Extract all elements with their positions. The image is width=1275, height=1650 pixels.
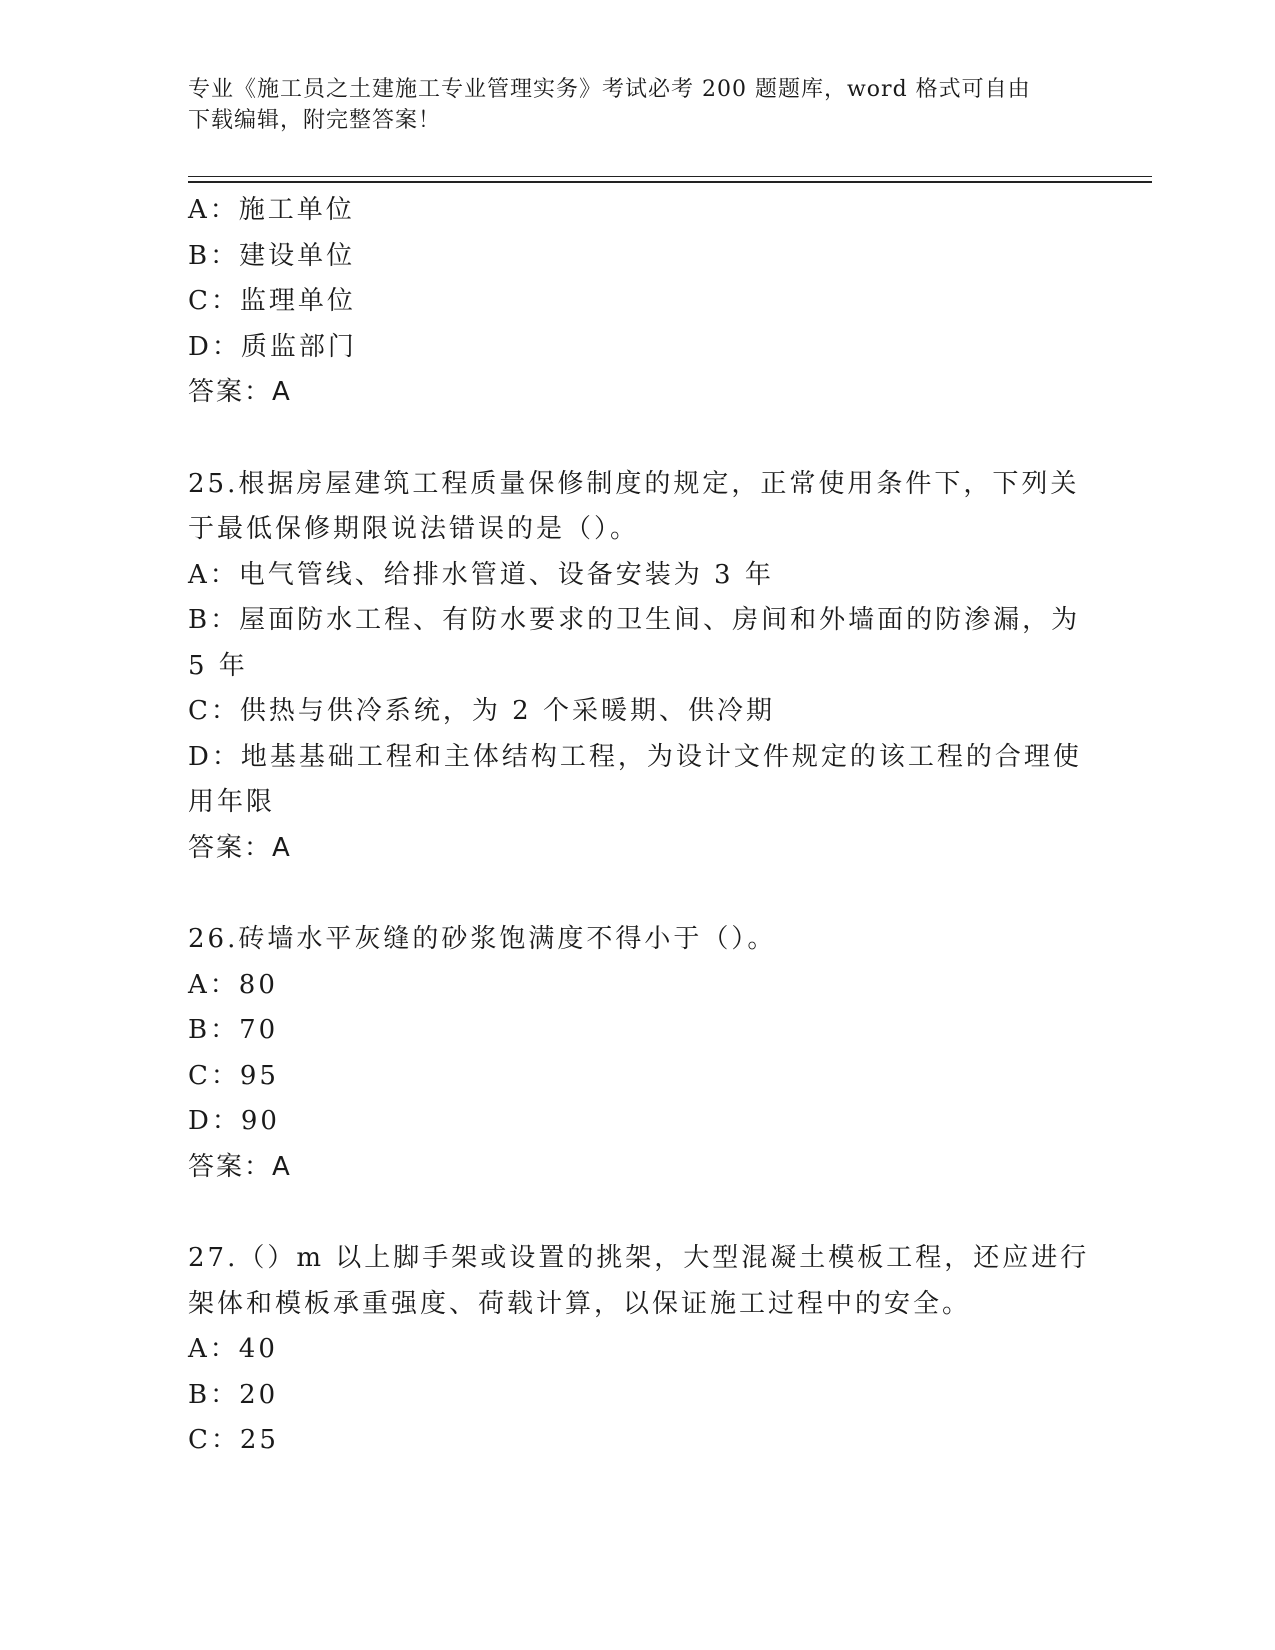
question-spacer bbox=[188, 416, 1088, 462]
q25-option-d-line-2: 用年限 bbox=[188, 787, 276, 817]
q26-option-d: D：90 bbox=[188, 1106, 280, 1136]
q24-option-b: B：建设单位 bbox=[188, 240, 356, 271]
question-24-block bbox=[188, 188, 1088, 416]
header-line-2: 下载编辑，附完整答案！ bbox=[188, 108, 442, 133]
document-header bbox=[188, 74, 1088, 136]
q27-option-a: A：40 bbox=[188, 1334, 278, 1364]
question-spacer bbox=[188, 871, 1088, 917]
q24-option-c: C：监理单位 bbox=[188, 286, 356, 316]
header-divider-thin bbox=[188, 176, 1152, 177]
q27-option-b: B：20 bbox=[188, 1379, 279, 1410]
q25-stem-line-2: 于最低保修期限说法错误的是（）。 bbox=[188, 514, 640, 544]
header-line-1: 专业《施工员之土建施工专业管理实务》考试必考 200 题题库，word 格式可自由 bbox=[188, 77, 1031, 102]
q25-option-b-line-1: B：屋面防水工程、有防水要求的卫生间、房间和外墙面的防渗漏，为 bbox=[188, 605, 1081, 635]
q24-option-d: D：质监部门 bbox=[188, 331, 357, 362]
question-list bbox=[188, 188, 1088, 1464]
q26-stem: 26.砖墙水平灰缝的砂浆饱满度不得小于（）。 bbox=[188, 924, 777, 954]
q26-option-c: C：95 bbox=[188, 1060, 279, 1091]
question-27-block bbox=[188, 1236, 1088, 1464]
q25-option-c: C：供热与供冷系统，为 2 个采暖期、供冷期 bbox=[188, 696, 775, 726]
q26-answer: 答案：A bbox=[188, 1151, 292, 1182]
q27-stem-line-1: 27.（）m 以上脚手架或设置的挑架，大型混凝土模板工程，还应进行 bbox=[188, 1243, 1090, 1273]
q26-option-a: A：80 bbox=[188, 969, 278, 1000]
q25-option-d-line-1: D：地基基础工程和主体结构工程，为设计文件规定的该工程的合理使 bbox=[188, 741, 1082, 772]
q25-stem-line-1: 25.根据房屋建筑工程质量保修制度的规定，正常使用条件下，下列关 bbox=[188, 468, 1080, 499]
q26-option-b: B：70 bbox=[188, 1015, 279, 1045]
question-spacer bbox=[188, 1190, 1088, 1236]
header-divider-thick bbox=[188, 181, 1152, 183]
q24-option-a: A：施工单位 bbox=[188, 195, 355, 225]
q24-answer: 答案：A bbox=[188, 377, 292, 407]
q27-option-c: C：25 bbox=[188, 1425, 279, 1455]
q25-option-a: A：电气管线、给排水管道、设备安装为 3 年 bbox=[188, 559, 774, 590]
question-25-block bbox=[188, 462, 1088, 872]
q25-answer: 答案：A bbox=[188, 832, 292, 863]
question-26-block bbox=[188, 917, 1088, 1190]
q25-option-b-line-2: 5 年 bbox=[188, 650, 248, 681]
q27-stem-line-2: 架体和模板承重强度、荷载计算，以保证施工过程中的安全。 bbox=[188, 1288, 972, 1319]
